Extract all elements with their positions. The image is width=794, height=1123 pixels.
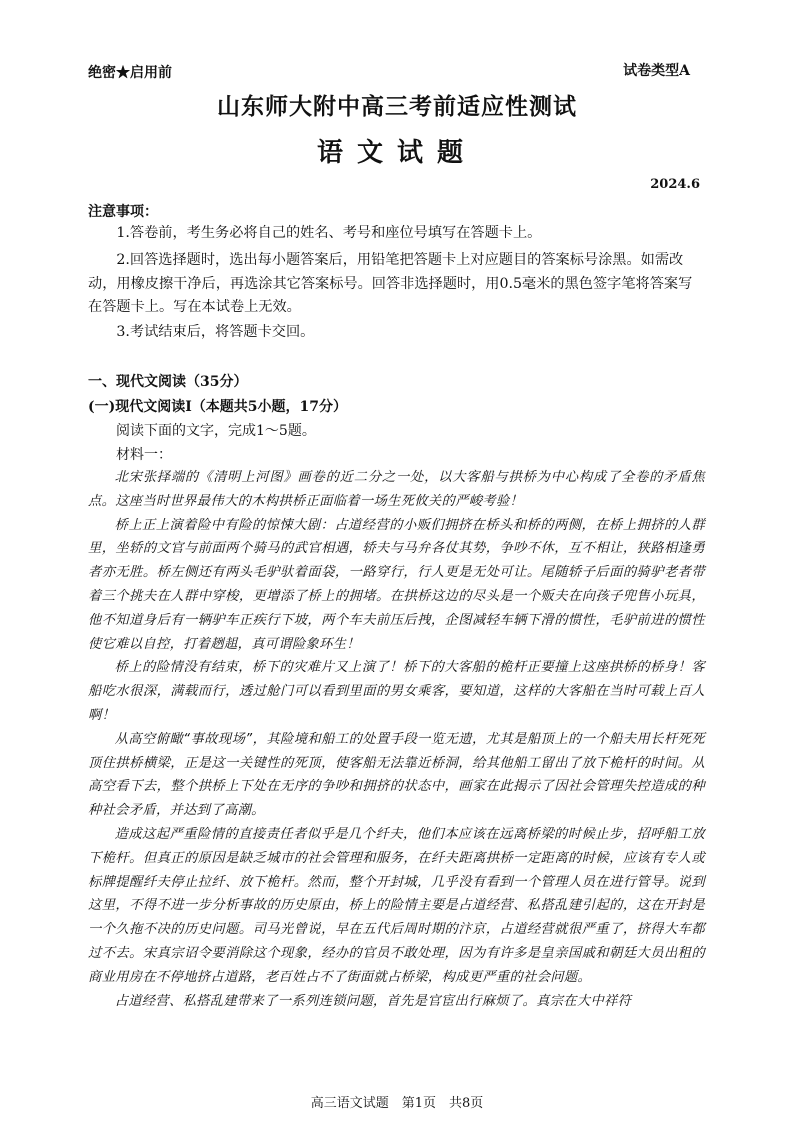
paper-type-label: 试卷类型A (623, 63, 690, 79)
notice-list (88, 249, 704, 320)
page-footer: 高三语文试题 第1页 共8页 (310, 1096, 484, 1111)
section-title: (一)现代文阅读Ⅰ（本题共5小题，17分） (88, 399, 348, 415)
subject-title: 语文试题 (316, 138, 477, 168)
notice-list (88, 321, 704, 345)
notice-item: 2.回答选择题时，选出每小题答案后，用铅笔把答题卡上对应题目的答案标号涂黑。如需改动，用橡皮擦干净后，再选涂其它答案标号。回答非选择题时，用0.5毫米的黑色签字笔将答案写在答题卡上。写在本试卷上无效。 (88, 252, 693, 315)
material-label: 材料一： (116, 447, 172, 463)
notice-heading: 注意事项： (88, 204, 158, 220)
exam-date: 2024.6 (650, 177, 700, 192)
notice-item: 3.考试结束后，将答题卡交回。 (116, 324, 315, 340)
passage-paragraph: 桥上的险情没有结束，桥下的灾难片又上演了！桥下的大客船的桅杆正要撞上这座拱桥的桥身！客船吃水很深，满载而行，透过舱门可以看到里面的男女乘客，要知道，这样的大客船在当时可载上百人啊！ (88, 660, 705, 723)
passage-paragraph: 占道经营、私搭乱建带来了一系列连锁问题，首先是官宦出行麻烦了。真宗在大中祥符 (114, 993, 632, 1009)
reading-instruction: 阅读下面的文字，完成1～5题。 (116, 423, 316, 439)
passage-paragraph: 桥上正上演着险中有险的惊悚大剧：占道经营的小贩们拥挤在桥头和桥的两侧，在桥上拥挤的人群里，坐轿的文官与前面两个骑马的武官相遇，轿夫与马弁各仗其势，争吵不休，互不相让，狭路相逢勇者亦无胜。桥左侧还有两头毛驴驮着面袋，一路穿行，行人更是无处可让。尾随轿子后面的骑驴老者带着三个挑夫在人群中穿梭，更增添了桥上的拥堵。在拱桥这边的尽头是一个贩夫在向孩子兜售小玩具，他不知道身后有一辆驴车正疾行下坡，两个车夫前压后拽，企图减轻车辆下滑的惯性，毛驴前进的惯性使它难以自控，打着趔趄，真可谓险象环生！ (88, 517, 705, 652)
confidential-label: 绝密★启用前 (88, 65, 172, 81)
notice-item: 1.答卷前，考生务必将自己的姓名、考号和座位号填写在答题卡上。 (116, 225, 542, 241)
passage-paragraph: 从高空俯瞰“事故现场”，其险境和船工的处置手段一览无遗，尤其是船顶上的一个船夫用长杆死死顶住拱桥横梁，正是这一关键性的死顶，使客船无法靠近桥洞，给其他船工留出了放下桅杆的时间。从高空看下去，整个拱桥上下处在无序的争吵和拥挤的状态中，画家在此揭示了因社会管理失控造成的种种社会矛盾，并达到了高潮。 (88, 731, 705, 819)
passage-paragraph: 北宋张择端的《清明上河图》画卷的近二分之一处，以大客船与拱桥为中心构成了全卷的矛盾焦点。这座当时世界最伟大的木构拱桥正面临着一场生死攸关的严峻考验！ (88, 470, 705, 509)
notice-list (88, 222, 704, 246)
reading-passage (88, 466, 705, 1013)
exam-title: 山东师大附中高三考前适应性测试 (217, 93, 577, 120)
part-title: 一、现代文阅读（35分） (88, 374, 248, 390)
passage-paragraph: 造成这起严重险情的直接责任者似乎是几个纤夫，他们本应该在远离桥梁的时候止步，招呼船工放下桅杆。但真正的原因是缺乏城市的社会管理和服务，在纤夫距离拱桥一定距离的时候，应该有专人或标牌提醒纤夫停止拉纤、放下桅杆。然而，整个开封城，几乎没有看到一个管理人员在进行管导。说到这里，不得不进一步分析事故的历史原由，桥上的险情主要是占道经营、私搭乱建引起的，这在开封是一个久拖不决的历史问题。司马光曾说，早在五代后周时期的汴京，占道经营就很严重了，挤得大车都过不去。宋真宗诏令要消除这个现象，经办的官员不敢处理，因为有许多是皇亲国戚和朝廷大员出租的商业用房在不停地挤占道路，老百姓占不了街面就占桥梁，构成更严重的社会问题。 (88, 826, 705, 985)
